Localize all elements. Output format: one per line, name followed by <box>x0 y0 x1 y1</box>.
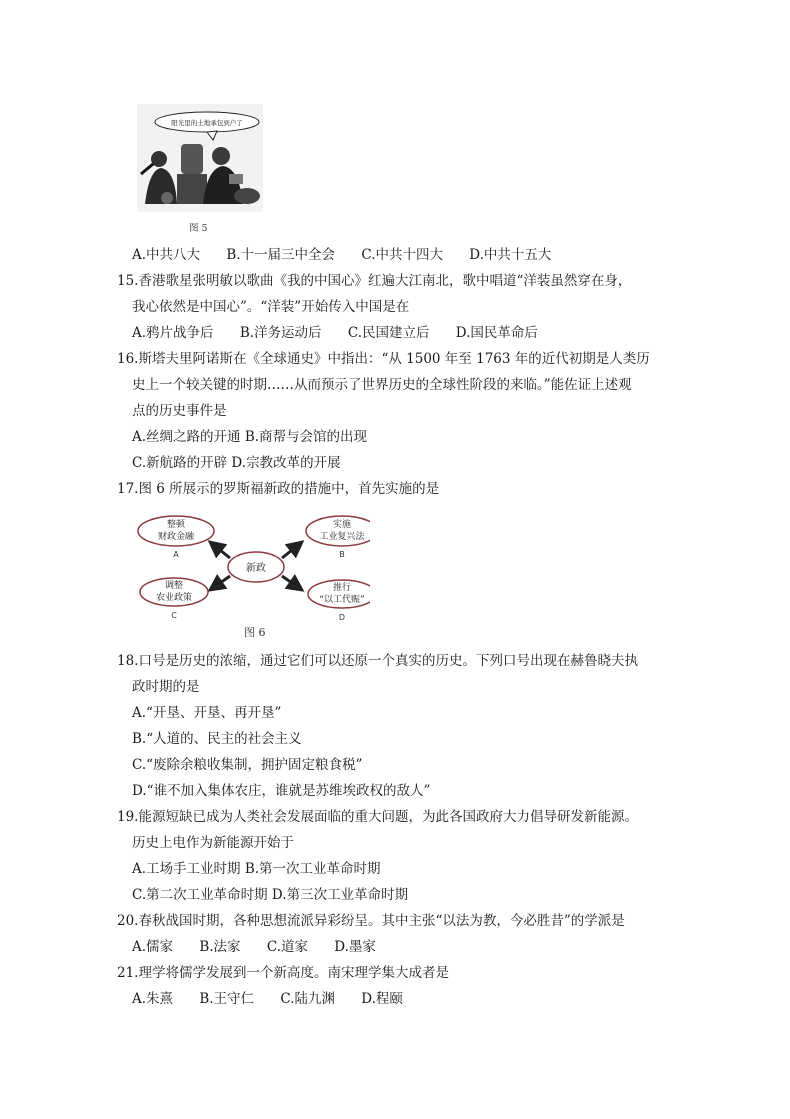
figure-5-cartoon <box>137 104 263 212</box>
q21-option-c: C.陆九渊 <box>280 991 335 1007</box>
q14-options <box>132 245 551 265</box>
q14-option-b: B.十一届三中全会 <box>226 247 336 263</box>
q16-options-row2: C.新航路的开辟 D.宗教改革的开展 <box>132 455 341 471</box>
q16-stem-line2: 史上一个较关键的时期……从而预示了世界历史的全球性阶段的来临。”能佐证上述观 <box>132 377 632 393</box>
node-a-letter: A <box>173 550 179 559</box>
q18-stem-line1: 18.口号是历史的浓缩，通过它们可以还原一个真实的历史。下列口号出现在赫鲁晓夫执 <box>117 653 638 669</box>
node-a-line2: 财政金融 <box>157 532 195 542</box>
q18-option-c: C.“废除余粮收集制，拥护固定粮食税” <box>132 757 363 773</box>
q15-option-c: C.民国建立后 <box>347 325 430 341</box>
q14-option-a: A.中共八大 <box>132 247 201 263</box>
node-c-line2: 农业政策 <box>155 593 193 603</box>
q19-options-row2: C.第二次工业革命时期 D.第三次工业革命时期 <box>132 887 409 903</box>
q20-stem: 20.春秋战国时期，各种思想流派异彩纷呈。其中主张“以法为教，今必胜昔”的学派是 <box>117 913 625 929</box>
q20-options <box>132 937 376 957</box>
q15-option-a: A.鸦片战争后 <box>132 325 214 341</box>
figure-6-caption: 图 6 <box>244 626 266 639</box>
q18-stem-line2: 政时期的是 <box>132 679 200 695</box>
q20-option-b: B.法家 <box>199 939 241 955</box>
q16-stem-line3: 点的历史事件是 <box>132 403 227 419</box>
q14-option-d: D.中共十五大 <box>469 247 552 263</box>
q18-option-b: B.“人道的、民主的社会主义 <box>132 731 302 747</box>
node-d-line2: “以工代赈” <box>319 595 365 605</box>
q21-option-a: A.朱熹 <box>132 991 174 1007</box>
q15-options <box>132 323 538 343</box>
q15-option-b: B.洋务运动后 <box>239 325 322 341</box>
cartoon-speech: 阳光里的土地承包到户了 <box>171 119 243 127</box>
q16-options-row1: A.丝绸之路的开通 B.商帮与会馆的出现 <box>132 429 368 445</box>
q16-stem-line1: 16.斯塔夫里阿诺斯在《全球通史》中指出：“从 1500 年至 1763 年的近代初期是人类历 <box>117 351 650 367</box>
figure-6-diagram <box>130 506 370 628</box>
node-a-line1: 整顿 <box>166 520 186 530</box>
q21-option-d: D.程颐 <box>361 991 403 1007</box>
node-c-letter: C <box>171 611 177 620</box>
q17-stem: 17.图 6 所展示的罗斯福新政的措施中，首先实施的是 <box>117 481 440 497</box>
node-d-letter: D <box>338 613 346 622</box>
node-b-letter: B <box>339 550 345 559</box>
node-c-line1: 调整 <box>164 581 184 591</box>
q19-stem-line2: 历史上电作为新能源开始于 <box>132 835 294 851</box>
q21-option-b: B.王守仁 <box>199 991 255 1007</box>
node-d-line1: 推行 <box>332 583 352 593</box>
q19-stem-line1: 19.能源短缺已成为人类社会发展面临的重大问题，为此各国政府大力倡导研发新能源。 <box>117 809 638 825</box>
q20-option-a: A.儒家 <box>132 939 174 955</box>
q18-option-a: A.“开垦、开垦、再开垦” <box>132 705 282 721</box>
q20-option-c: C.道家 <box>266 939 308 955</box>
q18-option-d: D.“谁不加入集体农庄，谁就是苏维埃政权的敌人” <box>132 783 431 799</box>
q14-option-c: C.中共十四大 <box>361 247 443 263</box>
q19-options-row1: A.工场手工业时期 B.第一次工业革命时期 <box>132 861 381 877</box>
q15-stem-line1: 15.香港歌星张明敏以歌曲《我的中国心》红遍大江南北，歌中唱道“洋装虽然穿在身， <box>117 273 632 289</box>
q21-options <box>132 989 403 1009</box>
q20-option-d: D.墨家 <box>334 939 376 955</box>
q15-option-d: D.国民革命后 <box>455 325 538 341</box>
q15-stem-line2: 我心依然是中国心”。“洋装”开始传入中国是在 <box>132 299 410 315</box>
q21-stem: 21.理学将儒学发展到一个新高度。南宋理学集大成者是 <box>117 965 449 981</box>
node-b-line1: 实施 <box>332 520 352 530</box>
figure-5-caption: 图 5 <box>189 223 208 234</box>
node-center-label: 新政 <box>246 563 266 574</box>
node-b-line2: 工业复兴法 <box>319 532 365 542</box>
